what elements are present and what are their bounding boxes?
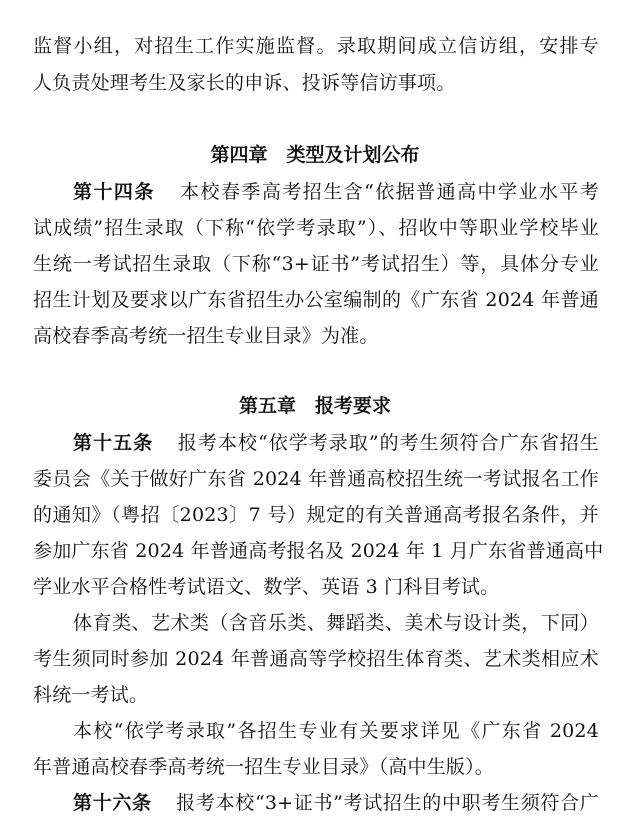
article-15-text-start: 报考本校“依学考录取”的考生须符合广东省招生 xyxy=(177,432,599,454)
article-14-line-3: 生统一考试招生录取（下称“3+证书”考试招生）等，具体分专业 xyxy=(33,253,599,275)
article-14-label: 第十四条 xyxy=(73,181,155,203)
chapter-4-heading: 第四章 类型及计划公布 xyxy=(210,144,420,166)
article-15-line-5: 学业水平合格性考试语文、数学、英语 3 门科目考试。 xyxy=(33,576,500,598)
sports-art-line-2: 考生须同时参加 2024 年普通高等学校招生体育类、艺术类相应术 xyxy=(33,648,599,670)
article-14-line-5: 高校春季高考统一招生专业目录》为准。 xyxy=(33,325,379,347)
article-14-first-line xyxy=(73,180,599,204)
article-16-first-line xyxy=(73,791,599,815)
chapter-5-heading: 第五章 报考要求 xyxy=(238,395,391,417)
article-15-line-4: 参加广东省 2024 年普通高考报名及 2024 年 1 月广东省普通高中 xyxy=(33,540,604,562)
requirements-line-2: 年普通高校春季高考统一招生专业目录》（高中生版）。 xyxy=(33,756,495,778)
article-14-line-4: 招生计划及要求以广东省招生办公室编制的《广东省 2024 年普通 xyxy=(33,289,599,311)
intro-line-1: 监督小组，对招生工作实施监督。录取期间成立信访组，安排专 xyxy=(33,35,599,57)
article-16-label: 第十六条 xyxy=(73,792,152,814)
intro-line-2: 人负责处理考生及家长的申诉、投诉等信访事项。 xyxy=(33,72,456,94)
sports-art-line-3: 科统一考试。 xyxy=(33,684,149,706)
article-14-text-start: 本校春季高考招生含“依据普通高中学业水平考 xyxy=(178,181,599,203)
article-15-label: 第十五条 xyxy=(73,432,154,454)
article-15-first-line xyxy=(73,431,599,455)
requirements-line-1: 本校“依学考录取”各招生专业有关要求详见《广东省 2024 xyxy=(73,720,599,742)
article-15-line-3: 的通知》（粤招〔2023〕7 号）规定的有关普通高考报名条件，并 xyxy=(33,504,599,526)
article-14-line-2: 试成绩”招生录取（下称“依学考录取”）、招收中等职业学校毕业 xyxy=(33,217,599,239)
article-16-text-start: 报考本校“3+证书”考试招生的中职考生须符合广 xyxy=(175,792,599,814)
sports-art-line-1: 体育类、艺术类（含音乐类、舞蹈类、美术与设计类，下同） xyxy=(73,612,599,634)
article-15-line-2: 委员会《关于做好广东省 2024 年普通高校招生统一考试报名工作 xyxy=(33,468,599,490)
